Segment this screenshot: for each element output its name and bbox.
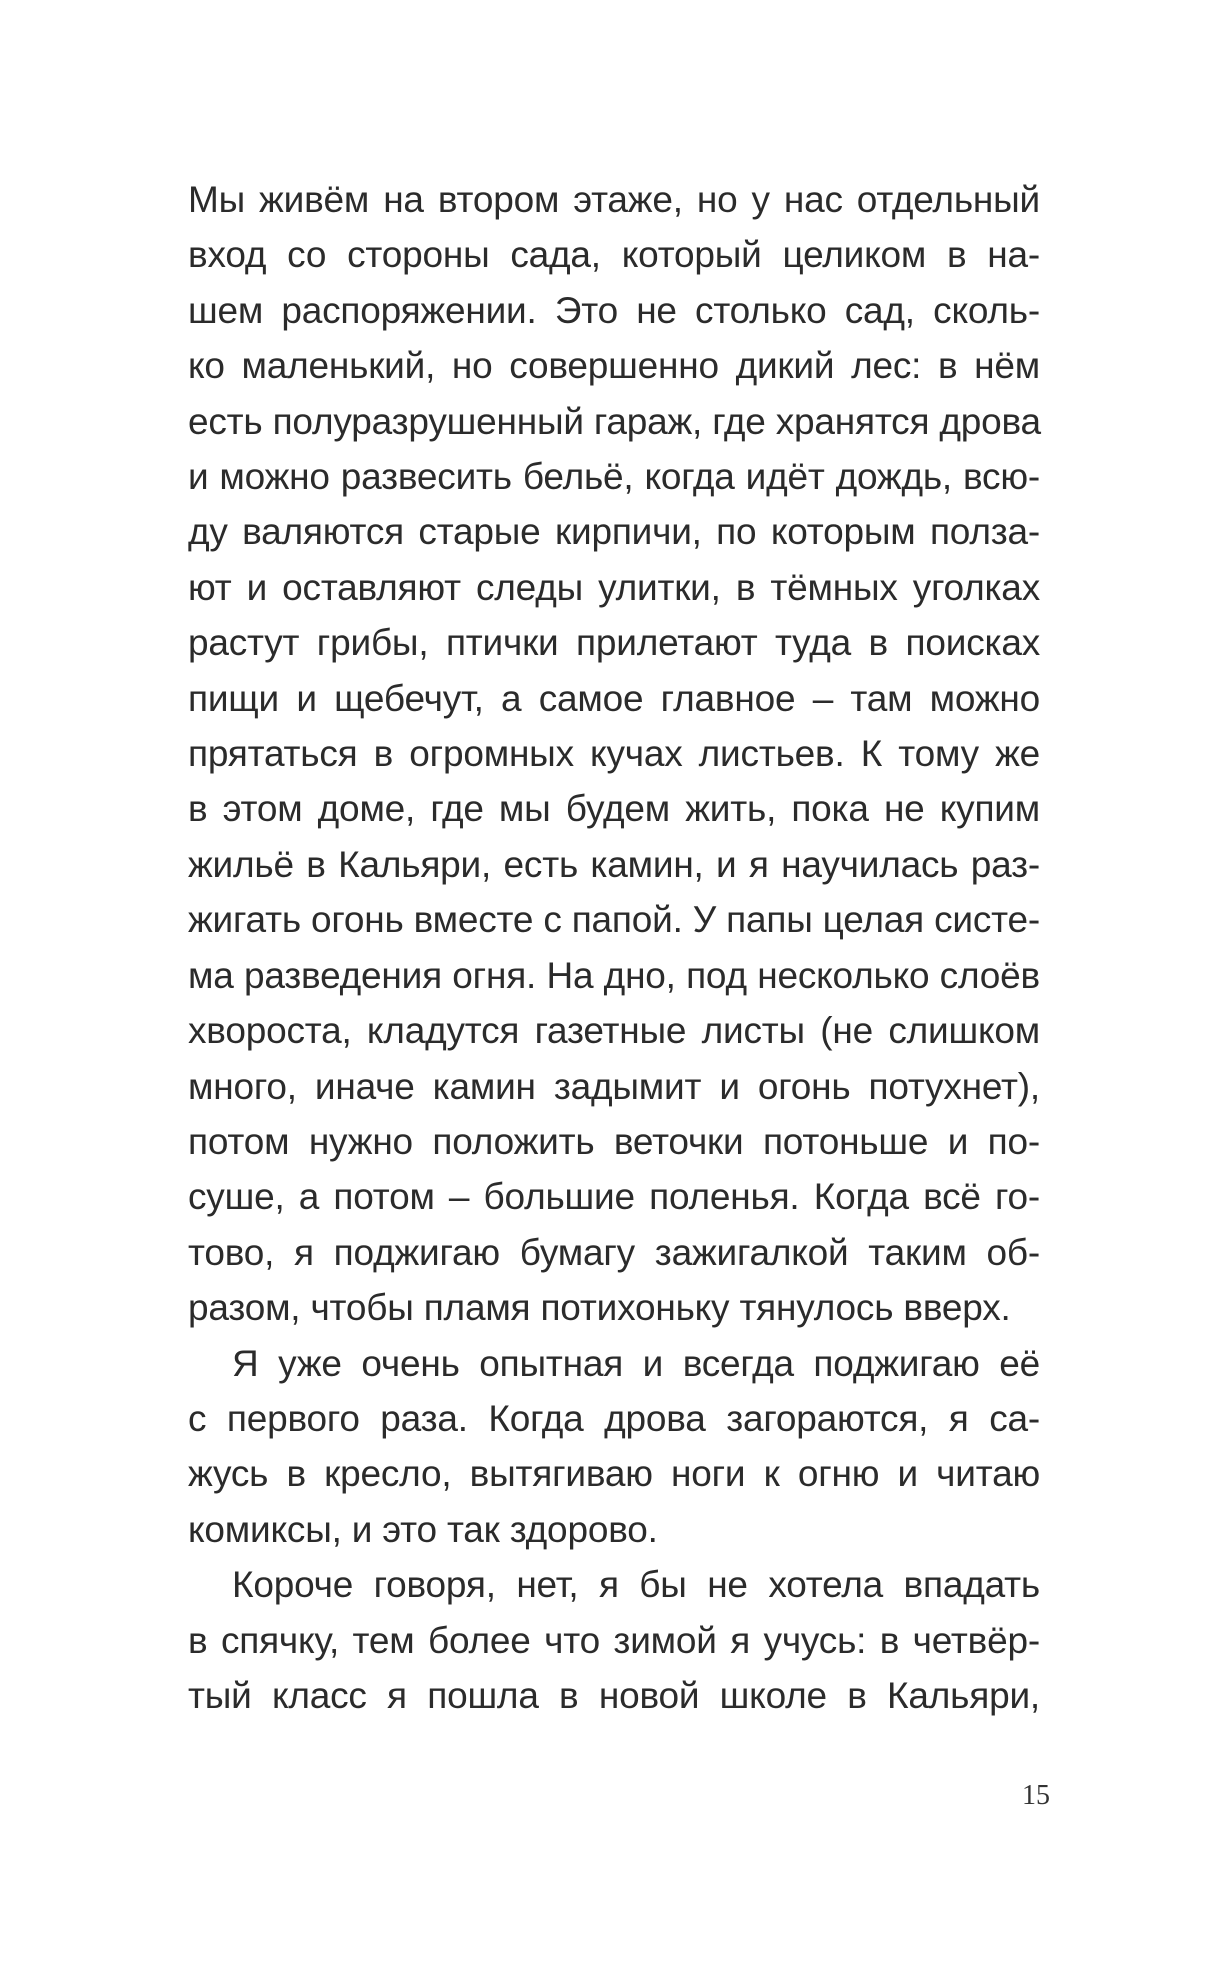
text-line: комиксы, и это так здорово.	[188, 1508, 658, 1550]
text-line: ду валяются старые кирпичи, по которым полза-	[188, 511, 1040, 553]
text-line: с первого раза. Когда дрова загораются, я са-	[188, 1397, 1040, 1439]
text-line: тово, я поджигаю бумагу зажигалкой таким об-	[188, 1231, 1040, 1273]
text-line: есть полуразрушенный гараж, где хранятся дрова	[188, 400, 1041, 442]
text-line: ма разведения огня. На дно, под несколько слоёв	[188, 954, 1040, 996]
text-line: жигать огонь вместе с папой. У папы целая систе-	[188, 899, 1040, 941]
text-line: в спячку, тем более что зимой я учусь: в четвёр-	[188, 1619, 1040, 1661]
paragraph-2	[188, 1336, 1040, 1558]
text-line: жильё в Кальяри, есть камин, и я научилась раз-	[188, 843, 1040, 885]
text-line: пищи и щебечут, а самое главное – там можно	[188, 677, 1040, 719]
text-line: в этом доме, где мы будем жить, пока не купим	[188, 788, 1040, 830]
text-line: суше, а потом – большие поленья. Когда всё го-	[188, 1176, 1040, 1218]
paragraph-3	[188, 1557, 1040, 1723]
text-line: много, иначе камин задымит и огонь потухнет),	[188, 1065, 1040, 1107]
text-line: ко маленький, но совершенно дикий лес: в нём	[188, 345, 1040, 387]
text-line: Короче говоря, нет, я бы не хотела впадать	[232, 1564, 1040, 1606]
body-text	[188, 172, 1040, 1723]
text-line: потом нужно положить веточки потоньше и по-	[188, 1120, 1040, 1162]
text-line: растут грибы, птички прилетают туда в поисках	[188, 622, 1040, 664]
text-line: разом, чтобы пламя потихоньку тянулось вверх.	[188, 1287, 1011, 1329]
page-number: 15	[1022, 1780, 1050, 1811]
text-line: прятаться в огромных кучах листьев. К тому же	[188, 733, 1040, 775]
text-line: Мы живём на втором этаже, но у нас отдельный	[188, 179, 1040, 220]
text-line: жусь в кресло, вытягиваю ноги к огню и читаю	[188, 1453, 1040, 1495]
text-line: Я уже очень опытная и всегда поджигаю её	[232, 1342, 1040, 1384]
text-line: хвороста, кладутся газетные листы (не слишком	[188, 1010, 1040, 1052]
text-line: и можно развесить бельё, когда идёт дождь, всю-	[188, 456, 1040, 498]
paragraph-1	[188, 172, 1040, 1336]
text-line: тый класс я пошла в новой школе в Кальяри,	[188, 1674, 1040, 1716]
text-line: ют и оставляют следы улитки, в тёмных уголках	[188, 566, 1040, 608]
text-line: вход со стороны сада, который целиком в на-	[188, 234, 1040, 276]
text-line: шем распоряжении. Это не столько сад, сколь-	[188, 289, 1040, 331]
